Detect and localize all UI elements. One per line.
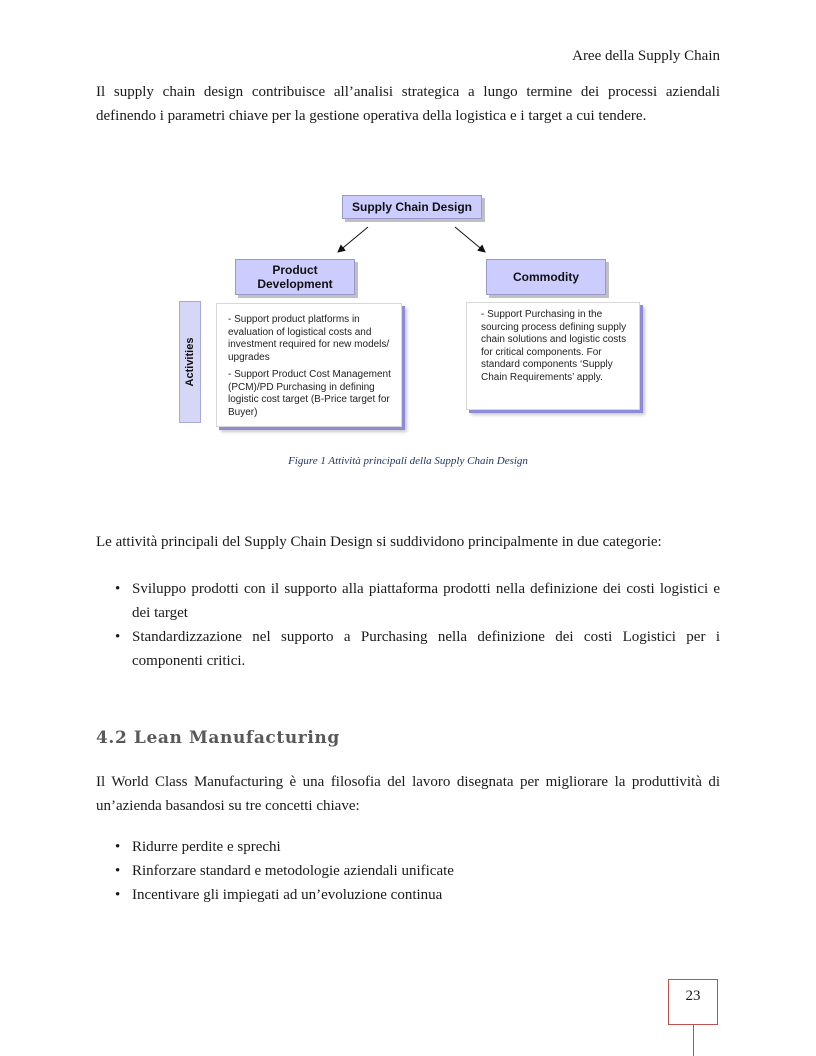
page-number-tick: [693, 1025, 694, 1056]
product-development-panel: [216, 303, 402, 427]
activities-paragraph: Le attività principali del Supply Chain Design si suddividono principalmente in due categorie:: [96, 534, 662, 550]
wcm-list: [96, 835, 720, 907]
list-item: • Incentivare gli impiegati ad un’evoluzione continua: [96, 883, 720, 907]
arrows: [330, 222, 500, 262]
pd-activity-1: - Support product platforms in evaluation of logistical costs and investment required for new models/ upgrades: [228, 314, 390, 363]
wcm-paragraph: Il World Class Manufacturing è una filosofia del lavoro disegnata per migliorare la produttività di un’azienda basandosi su tre concetti chiave:: [96, 774, 720, 814]
running-header: Aree della Supply Chain: [572, 48, 720, 64]
arrow-left: [338, 227, 368, 252]
section-heading: 4.2 Lean Manufacturing: [96, 728, 340, 748]
product-development-box: Product Development: [235, 259, 355, 295]
commodity-box: Commodity: [486, 259, 606, 295]
commodity-panel: [466, 302, 640, 410]
commodity-activity-1: - Support Purchasing in the sourcing process defining supply chain solutions and logistic costs for critical components. For standard components ‘Supply Chain Requirements’ apply.: [481, 309, 627, 383]
activities-list: [96, 577, 720, 673]
arrow-right: [455, 227, 485, 252]
supply-chain-design-box: Supply Chain Design: [342, 195, 482, 219]
list-item: • Standardizzazione nel supporto a Purchasing nella definizione dei costi Logistici per i componenti critici.: [96, 625, 720, 673]
list-item: • Rinforzare standard e metodologie aziendali unificate: [96, 859, 720, 883]
list-item: • Sviluppo prodotti con il supporto alla piattaforma prodotti nella definizione dei costi logistici e dei target: [96, 577, 720, 625]
activities-label: Activities: [184, 337, 196, 387]
figure-caption: Figure 1 Attività principali della Supply Chain Design: [288, 455, 528, 467]
pd-activity-2: - Support Product Cost Management (PCM)/PD Purchasing in defining logistic cost target (B-Price target for Buyer): [228, 369, 391, 418]
list-item: • Ridurre perdite e sprechi: [96, 835, 720, 859]
page-number: 23: [668, 979, 718, 1025]
activities-bar: [179, 301, 201, 423]
intro-paragraph: Il supply chain design contribuisce all’analisi strategica a lungo termine dei processi aziendali definendo i parametri chiave per la gestione operativa della logistica e i target a cui tendere.: [96, 84, 720, 124]
